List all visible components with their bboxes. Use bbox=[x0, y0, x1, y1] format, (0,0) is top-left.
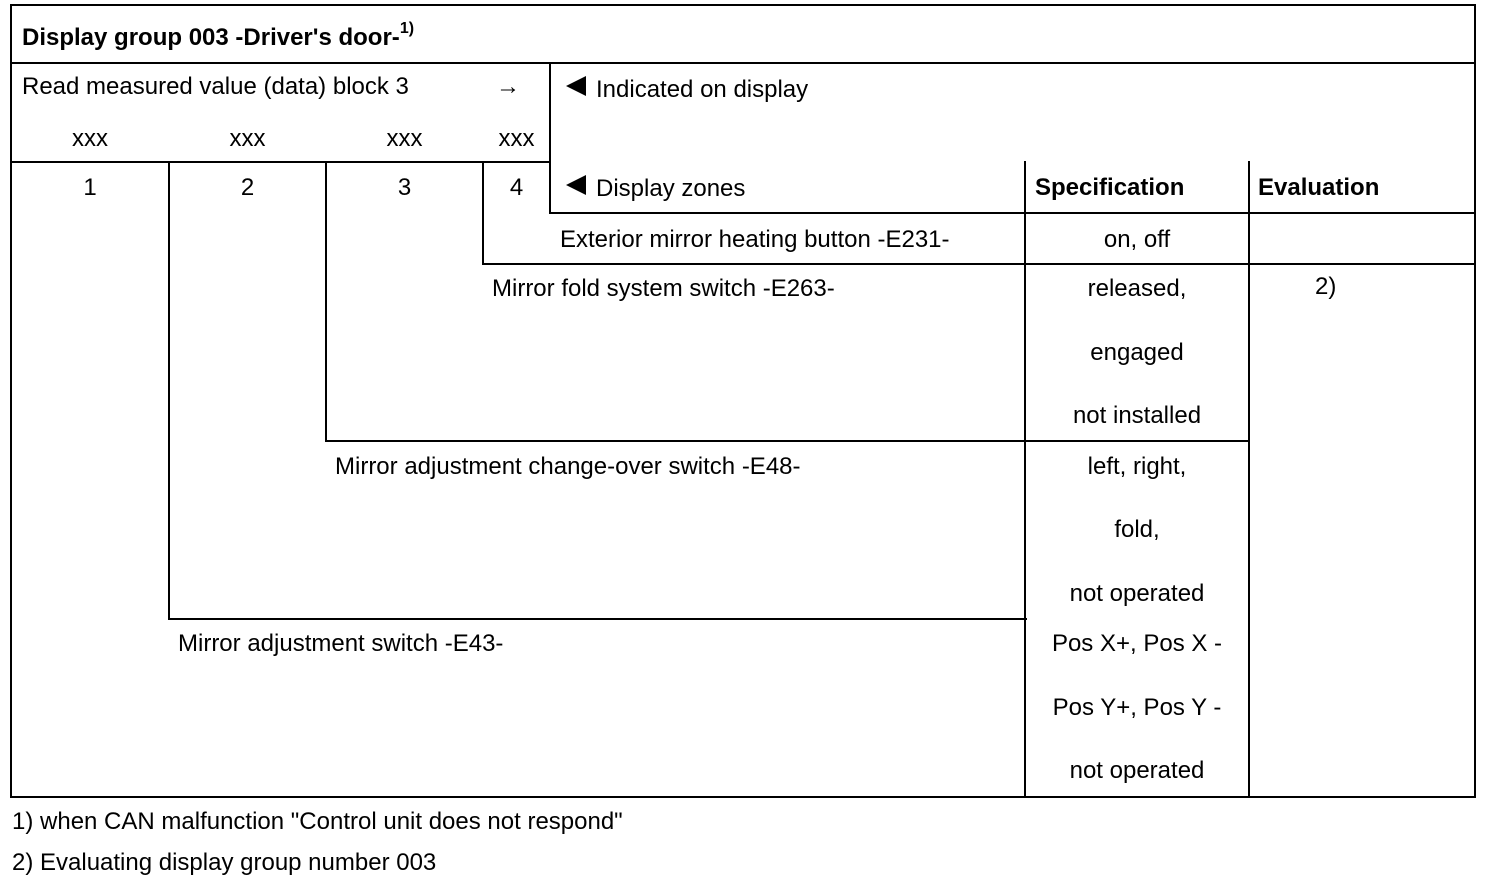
value-3: xxx bbox=[386, 125, 423, 152]
row-4-spec-1: on, off bbox=[1103, 226, 1171, 253]
zone-3-number: 3 bbox=[397, 174, 412, 201]
zone-1-number: 1 bbox=[83, 174, 97, 201]
row-3-description: Mirror fold system switch -E263- bbox=[492, 275, 835, 302]
zone-2-line bbox=[168, 161, 170, 620]
row-2-rule bbox=[168, 618, 1027, 620]
triangle-pointer-icon bbox=[566, 76, 586, 96]
title-footnote-mark: 1) bbox=[399, 20, 415, 37]
row-1-spec-1: Pos X+, Pos X - bbox=[1051, 630, 1223, 657]
row-3-spec-3: not installed bbox=[1072, 402, 1202, 429]
value-1: xxx bbox=[72, 125, 108, 152]
row-1-description: Mirror adjustment switch -E43- bbox=[178, 630, 504, 657]
specification-header: Specification bbox=[1035, 174, 1185, 201]
zone-2-number: 2 bbox=[240, 174, 255, 201]
zone-3-line bbox=[325, 161, 327, 442]
row-3-spec-1: released, bbox=[1087, 275, 1187, 302]
evaluation-header: Evaluation bbox=[1258, 174, 1380, 201]
arrow-glyph: → bbox=[496, 73, 520, 100]
evaluation-note: 2) bbox=[1315, 273, 1337, 300]
triangle-pointer-icon bbox=[566, 175, 586, 195]
zones-header-rule bbox=[549, 212, 1476, 214]
zone-4-number: 4 bbox=[509, 174, 524, 201]
value-2: xxx bbox=[229, 125, 266, 152]
title-rule bbox=[10, 62, 1476, 64]
row-2-spec-1: left, right, bbox=[1087, 453, 1187, 480]
evaluation-column-line bbox=[1248, 161, 1250, 798]
footnote-2: 2) Evaluating display group number 003 bbox=[12, 849, 437, 876]
table-border-bottom bbox=[10, 796, 1476, 798]
display-zones-label: Display zones bbox=[596, 175, 746, 202]
table-title bbox=[22, 20, 415, 52]
table-title-text: Display group 003 -Driver's door- bbox=[22, 24, 400, 51]
read-block-label: Read measured value (data) block 3 bbox=[22, 73, 409, 100]
row-4-description: Exterior mirror heating button -E231- bbox=[560, 226, 950, 253]
row-3-spec-2: engaged bbox=[1090, 339, 1184, 366]
row-1-spec-3: not operated bbox=[1069, 757, 1205, 784]
row-2-spec-2: fold, bbox=[1114, 516, 1160, 543]
table-border-left bbox=[10, 4, 12, 798]
row-4-rule bbox=[482, 263, 1476, 265]
footnote-1: 1) when CAN malfunction "Control unit does not respond" bbox=[12, 808, 623, 835]
indicated-on-display-label: Indicated on display bbox=[596, 76, 809, 103]
table-border-top bbox=[10, 4, 1476, 6]
row-1-spec-2: Pos Y+, Pos Y - bbox=[1052, 694, 1222, 721]
values-rule bbox=[10, 161, 551, 163]
value-4: xxx bbox=[498, 125, 535, 152]
row-3-rule bbox=[325, 440, 1250, 442]
row-2-description: Mirror adjustment change-over switch -E48- bbox=[335, 453, 801, 480]
table-border-right bbox=[1474, 4, 1476, 798]
indicated-divider bbox=[549, 62, 551, 214]
row-2-spec-3: not operated bbox=[1069, 580, 1205, 607]
